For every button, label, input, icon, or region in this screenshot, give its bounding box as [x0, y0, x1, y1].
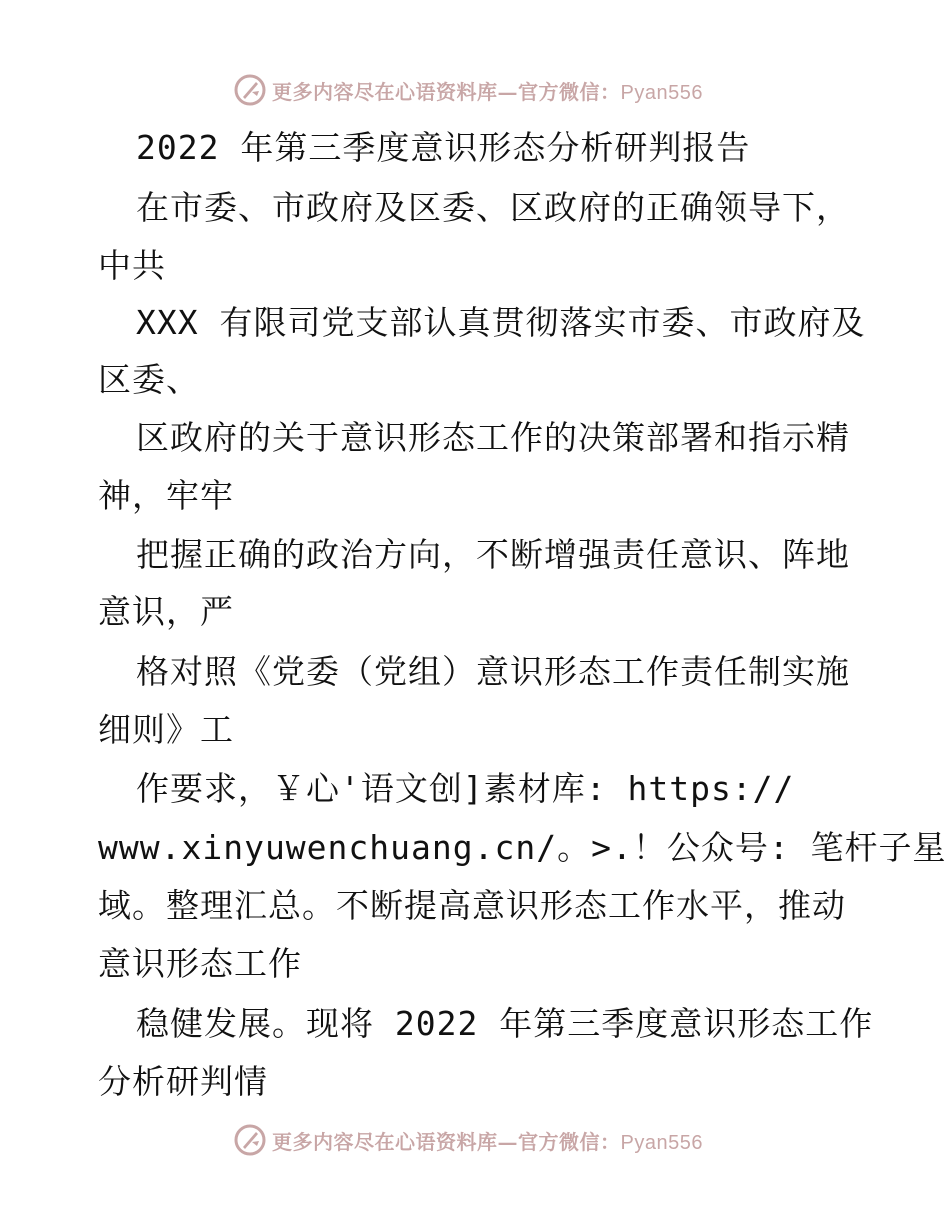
text-line: 区政府的关于意识形态工作的决策部署和指示精: [136, 418, 850, 457]
watermark-main: 更多内容尽在心语资料库: [272, 79, 498, 104]
text-line: www.xinyuwenchuang.cn/。>.！公众号: 笔杆子星: [98, 828, 947, 867]
document-title: 2022 年第三季度意识形态分析研判报告: [136, 128, 751, 167]
text-line: 神，牢牢: [98, 476, 234, 515]
text-line: 作要求，￥心'语文创]素材库: https://: [136, 769, 795, 808]
header-watermark-banner: [234, 72, 703, 108]
text-line: 意识，严: [98, 592, 234, 631]
watermark-main: 更多内容尽在心语资料库: [272, 1129, 498, 1154]
watermark-separator: —: [497, 1129, 518, 1154]
text-line: 细则》工: [98, 710, 234, 749]
watermark-separator: —: [497, 79, 518, 104]
text-line: 在市委、市政府及区委、区政府的正确领导下，: [136, 188, 850, 227]
feather-logo-icon: [234, 1124, 266, 1156]
watermark-wechat-id: Pyan556: [620, 81, 703, 104]
text-line: 域。整理汇总。不断提高意识形态工作水平，推动: [98, 886, 846, 925]
text-line: 中共: [98, 246, 166, 285]
text-line: 稳健发展。现将 2022 年第三季度意识形态工作: [136, 1004, 874, 1043]
text-line: 格对照《党委（党组）意识形态工作责任制实施: [136, 652, 850, 691]
watermark-wechat-id: Pyan556: [620, 1131, 703, 1154]
text-line: XXX 有限司党支部认真贯彻落实市委、市政府及: [136, 303, 866, 342]
watermark-suffix: 官方微信：: [518, 1129, 621, 1154]
text-line: 把握正确的政治方向，不断增强责任意识、阵地: [136, 535, 850, 574]
text-line: 意识形态工作: [98, 944, 302, 983]
watermark-text: [272, 1126, 703, 1155]
footer-watermark-banner: [234, 1122, 703, 1158]
text-line: 分析研判情: [98, 1062, 268, 1101]
watermark-suffix: 官方微信：: [518, 79, 621, 104]
text-line: 区委、: [98, 360, 200, 399]
watermark-text: [272, 76, 703, 105]
feather-logo-icon: [234, 74, 266, 106]
